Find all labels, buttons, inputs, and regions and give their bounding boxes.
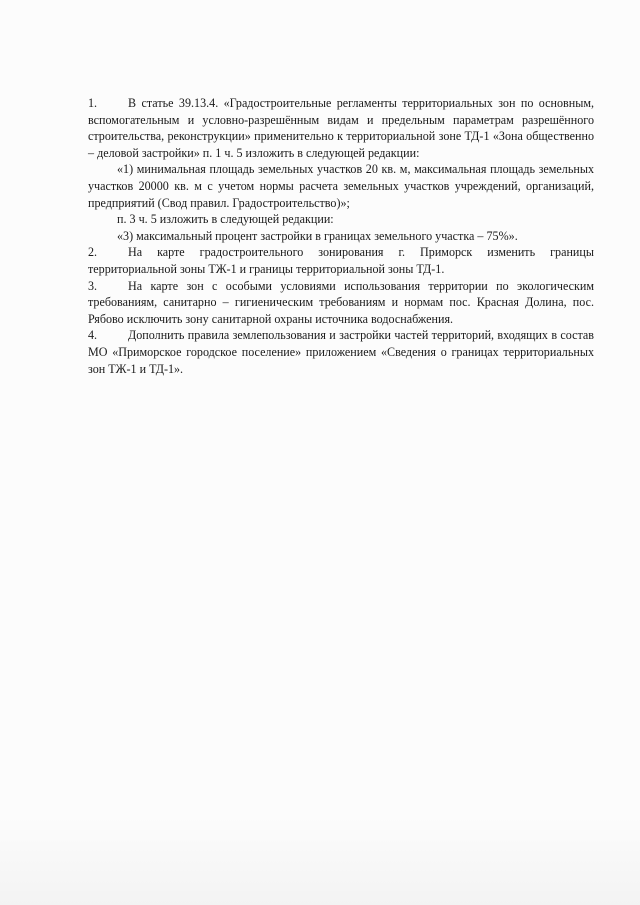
item-2: [88, 244, 594, 277]
item-1-number: 1.: [88, 96, 98, 110]
item-1: [88, 95, 594, 161]
item-1-text: В статье 39.13.4. «Градостроительные регламенты территориальных зон по основным, вспомогательным и условно-разрешённым видам и предельным параметрам разрешённого строительства, реконструкции» применительно к территориальной зоне ТД-1 «Зона общественно – деловой застройки» п. 1 ч. 5 изложить в следующей редакции:: [88, 96, 594, 160]
item-4-number: 4.: [88, 328, 98, 343]
item-4: [88, 327, 594, 377]
item-1-subpoint-3: «3) максимальный процент застройки в границах земельного участка – 75%».: [117, 228, 518, 243]
item-3-number: 3.: [88, 278, 98, 293]
item-1-subpoint-2: п. 3 ч. 5 изложить в следующей редакции:: [117, 212, 334, 227]
document-body: [88, 95, 594, 377]
item-2-text: На карте градостроительного зонирования г. Приморск изменить границы территориальной зоны ТЖ-1 и границы территориальной зоны ТД-1.: [88, 245, 594, 276]
item-2-number: 2.: [88, 245, 98, 260]
item-3-text: На карте зон с особыми условиями использования территории по экологическим требованиям, санитарно – гигиеническим требованиям и нормам пос. Красная Долина, пос. Рябово исключить зону санитарной охраны источника водоснабжения.: [88, 278, 594, 326]
item-3: [88, 278, 594, 328]
scan-shadow: [0, 815, 640, 905]
item-4-text: Дополнить правила землепользования и застройки частей территорий, входящих в состав МО «Приморское городское поселение» приложением «Сведения о границах территориальных зон ТЖ-1 и ТД-1».: [88, 328, 594, 376]
item-1-subpoint-1: «1) минимальная площадь земельных участков 20 кв. м, максимальная площадь земельных участков 20000 кв. м с учетом нормы расчета земельных участков учреждений, организаций, предприятий (Свод правил. Градостроительство)»;: [88, 162, 594, 210]
